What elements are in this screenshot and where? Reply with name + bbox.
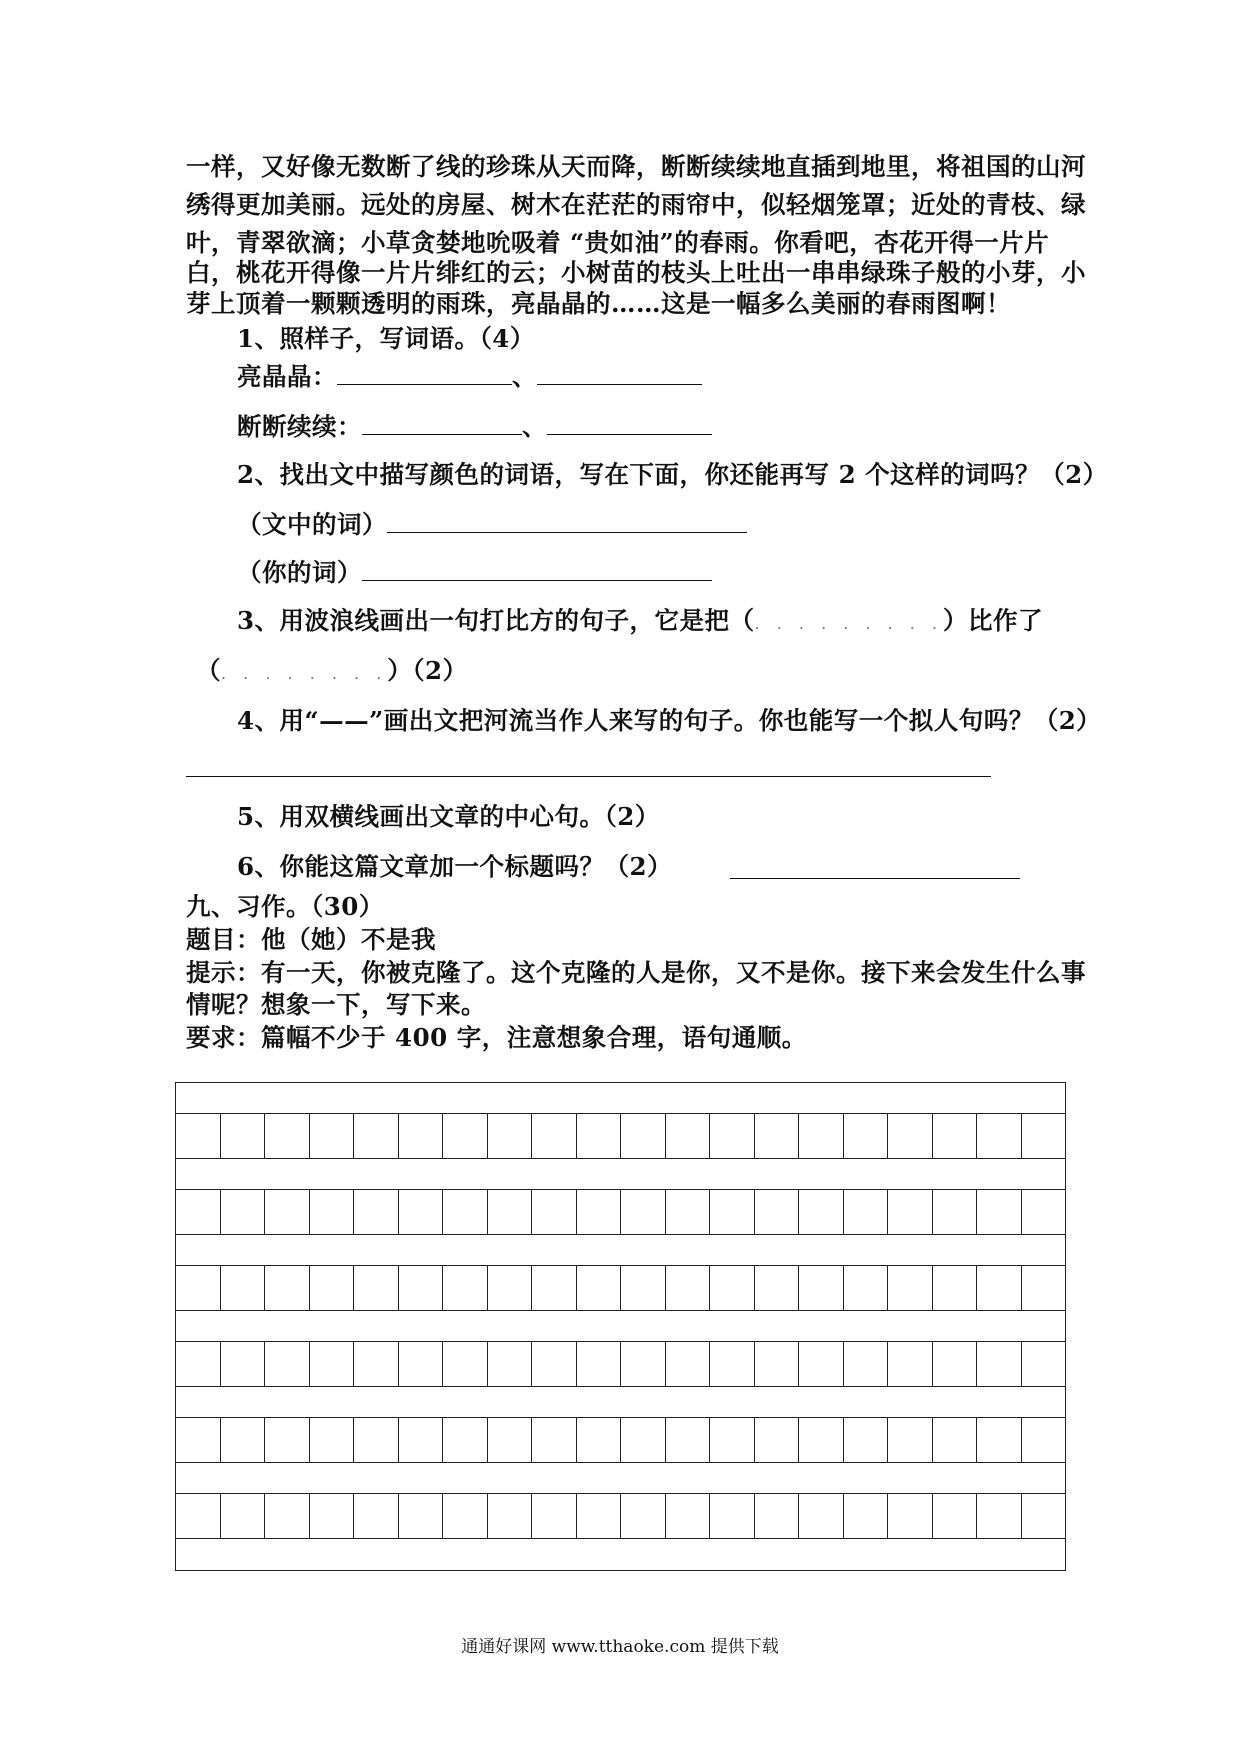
- grid-cell[interactable]: [354, 1494, 399, 1538]
- grid-cell[interactable]: [977, 1418, 1022, 1462]
- grid-cell[interactable]: [666, 1494, 711, 1538]
- question-1-row-a: 亮晶晶： 、: [237, 362, 702, 392]
- composition-heading: 九、习作。（30）: [186, 892, 384, 921]
- grid-cell[interactable]: [933, 1266, 978, 1310]
- answer-blank[interactable]: [537, 362, 702, 385]
- grid-spacer: [176, 1463, 1065, 1494]
- grid-cell[interactable]: [176, 1418, 221, 1462]
- question-1-row-b: 断断续续： 、: [237, 412, 712, 442]
- grid-cell[interactable]: [666, 1418, 711, 1462]
- grid-cell[interactable]: [888, 1190, 933, 1234]
- passage-line-3: 叶，青翠欲滴；小草贪婪地吮吸着 “贵如油”的春雨。你看吧，杏花开得一片片: [186, 228, 1050, 257]
- grid-row: [176, 1418, 1065, 1463]
- grid-cell[interactable]: [799, 1494, 844, 1538]
- grid-cell[interactable]: [176, 1266, 221, 1310]
- grid-cell[interactable]: [176, 1494, 221, 1538]
- grid-cell[interactable]: [577, 1418, 622, 1462]
- answer-blank[interactable]: [547, 412, 712, 435]
- passage-line-2: 绣得更加美丽。远处的房屋、树木在茫茫的雨帘中，似轻烟笼罩；近处的青枝、绿: [186, 190, 1086, 219]
- question-4: 4、用“——”画出文把河流当作人来写的句子。你也能写一个拟人句吗？（2）: [237, 706, 1102, 735]
- question-2-row-a: [237, 510, 747, 540]
- grid-cell[interactable]: [399, 1266, 444, 1310]
- composition-hint-line-2: 情呢？想象一下，写下来。: [186, 990, 486, 1019]
- grid-cell[interactable]: [577, 1190, 622, 1234]
- grid-cell[interactable]: [354, 1266, 399, 1310]
- question-2: 2、找出文中描写颜色的词语，写在下面，你还能再写 2 个这样的词吗？（2）: [237, 460, 1108, 489]
- passage-line-4: 白，桃花开得像一片片绯红的云；小树苗的枝头上吐出一串串绿珠子般的小芽，小: [186, 258, 1086, 287]
- grid-spacer: [176, 1159, 1065, 1190]
- grid-row: [176, 1114, 1065, 1159]
- writing-grid[interactable]: [175, 1082, 1066, 1571]
- grid-cell[interactable]: [933, 1114, 978, 1158]
- grid-cell[interactable]: [888, 1114, 933, 1158]
- grid-cell[interactable]: [399, 1342, 444, 1386]
- grid-cell[interactable]: [488, 1190, 533, 1234]
- grid-cell[interactable]: [933, 1494, 978, 1538]
- grid-cell[interactable]: [532, 1190, 577, 1234]
- grid-cell[interactable]: [310, 1114, 355, 1158]
- grid-cell[interactable]: [755, 1494, 800, 1538]
- grid-cell[interactable]: [755, 1266, 800, 1310]
- grid-row: [176, 1494, 1065, 1539]
- grid-cell[interactable]: [844, 1266, 889, 1310]
- passage-line-5: 芽上顶着一颗颗透明的雨珠，亮晶晶的……这是一幅多么美丽的春雨图啊！: [186, 289, 1011, 318]
- grid-cell[interactable]: [621, 1190, 666, 1234]
- grid-cell[interactable]: [488, 1342, 533, 1386]
- grid-cell[interactable]: [176, 1190, 221, 1234]
- grid-cell[interactable]: [799, 1190, 844, 1234]
- grid-spacer: [176, 1235, 1065, 1266]
- grid-cell[interactable]: [710, 1494, 755, 1538]
- grid-cell[interactable]: [399, 1190, 444, 1234]
- grid-cell[interactable]: [977, 1342, 1022, 1386]
- answer-blank[interactable]: [337, 362, 512, 385]
- grid-cell[interactable]: [399, 1418, 444, 1462]
- grid-cell[interactable]: [354, 1342, 399, 1386]
- grid-cell[interactable]: [176, 1114, 221, 1158]
- grid-cell[interactable]: [666, 1114, 711, 1158]
- answer-line[interactable]: [186, 776, 991, 777]
- grid-cell[interactable]: [666, 1342, 711, 1386]
- question-3: 3、用波浪线画出一句打比方的句子，它是把（. . . . . . . . .）比作了: [237, 606, 1044, 635]
- grid-cell[interactable]: [1022, 1494, 1066, 1538]
- grid-cell[interactable]: [443, 1494, 488, 1538]
- grid-cell[interactable]: [1022, 1190, 1066, 1234]
- grid-cell[interactable]: [977, 1190, 1022, 1234]
- grid-cell[interactable]: [621, 1494, 666, 1538]
- grid-cell[interactable]: [799, 1342, 844, 1386]
- grid-cell[interactable]: [443, 1190, 488, 1234]
- grid-cell[interactable]: [265, 1190, 310, 1234]
- grid-cell[interactable]: [488, 1494, 533, 1538]
- grid-cell[interactable]: [265, 1342, 310, 1386]
- grid-cell[interactable]: [666, 1266, 711, 1310]
- grid-row: [176, 1266, 1065, 1311]
- grid-cell[interactable]: [532, 1494, 577, 1538]
- grid-cell[interactable]: [310, 1418, 355, 1462]
- grid-cell[interactable]: [621, 1266, 666, 1310]
- footer-source: 通通好课网 www.tthaoke.com 提供下载: [461, 1637, 779, 1657]
- grid-cell[interactable]: [755, 1342, 800, 1386]
- grid-cell[interactable]: [265, 1494, 310, 1538]
- grid-cell[interactable]: [310, 1266, 355, 1310]
- answer-blank[interactable]: [362, 558, 712, 581]
- grid-cell[interactable]: [888, 1342, 933, 1386]
- grid-cell[interactable]: [710, 1190, 755, 1234]
- grid-cell[interactable]: [265, 1418, 310, 1462]
- grid-cell[interactable]: [1022, 1342, 1066, 1386]
- grid-cell[interactable]: [710, 1114, 755, 1158]
- question-6: 6、你能这篇文章加一个标题吗？（2）: [237, 852, 673, 881]
- grid-cell[interactable]: [221, 1266, 266, 1310]
- grid-cell[interactable]: [710, 1418, 755, 1462]
- grid-cell[interactable]: [443, 1266, 488, 1310]
- grid-cell[interactable]: [888, 1418, 933, 1462]
- grid-cell[interactable]: [399, 1114, 444, 1158]
- grid-cell[interactable]: [710, 1342, 755, 1386]
- grid-cell[interactable]: [221, 1494, 266, 1538]
- grid-row: [176, 1190, 1065, 1235]
- grid-cell[interactable]: [799, 1266, 844, 1310]
- grid-cell[interactable]: [621, 1418, 666, 1462]
- grid-cell[interactable]: [844, 1418, 889, 1462]
- grid-cell[interactable]: [977, 1266, 1022, 1310]
- grid-cell[interactable]: [265, 1266, 310, 1310]
- grid-cell[interactable]: [844, 1342, 889, 1386]
- grid-cell[interactable]: [844, 1190, 889, 1234]
- grid-cell[interactable]: [977, 1494, 1022, 1538]
- grid-cell[interactable]: [532, 1342, 577, 1386]
- grid-cell[interactable]: [221, 1418, 266, 1462]
- grid-cell[interactable]: [1022, 1418, 1066, 1462]
- grid-cell[interactable]: [666, 1190, 711, 1234]
- grid-cell[interactable]: [1022, 1114, 1066, 1158]
- grid-spacer: [176, 1539, 1065, 1570]
- answer-blank[interactable]: [362, 412, 522, 435]
- question-2-label-a: （文中的词）: [237, 510, 387, 539]
- grid-cell[interactable]: [176, 1342, 221, 1386]
- question-5: 5、用双横线画出文章的中心句。（2）: [237, 802, 660, 831]
- grid-cell[interactable]: [1022, 1266, 1066, 1310]
- grid-cell[interactable]: [577, 1342, 622, 1386]
- question-2-label-b: （你的词）: [237, 558, 362, 587]
- grid-cell[interactable]: [888, 1266, 933, 1310]
- grid-cell[interactable]: [354, 1114, 399, 1158]
- grid-cell[interactable]: [755, 1190, 800, 1234]
- grid-cell[interactable]: [488, 1418, 533, 1462]
- grid-cell[interactable]: [755, 1418, 800, 1462]
- grid-cell[interactable]: [577, 1266, 622, 1310]
- grid-cell[interactable]: [488, 1266, 533, 1310]
- grid-cell[interactable]: [443, 1342, 488, 1386]
- grid-cell[interactable]: [577, 1114, 622, 1158]
- question-1: 1、照样子，写词语。（4）: [237, 324, 535, 353]
- grid-cell[interactable]: [799, 1418, 844, 1462]
- grid-cell[interactable]: [532, 1266, 577, 1310]
- answer-blank[interactable]: [387, 510, 747, 533]
- question-1-label-b: 断断续续：: [237, 412, 362, 441]
- grid-cell[interactable]: [399, 1494, 444, 1538]
- grid-cell[interactable]: [888, 1494, 933, 1538]
- grid-cell[interactable]: [621, 1114, 666, 1158]
- grid-cell[interactable]: [354, 1418, 399, 1462]
- composition-title: 题目：他（她）不是我: [186, 925, 436, 954]
- grid-spacer: [176, 1311, 1065, 1342]
- composition-requirement: 要求：篇幅不少于 400 字，注意想象合理，语句通顺。: [186, 1023, 807, 1052]
- grid-cell[interactable]: [621, 1342, 666, 1386]
- grid-spacer: [176, 1083, 1065, 1114]
- composition-hint-line-1: 提示：有一天，你被克隆了。这个克隆的人是你，又不是你。接下来会发生什么事: [186, 958, 1086, 987]
- grid-cell[interactable]: [710, 1266, 755, 1310]
- grid-cell[interactable]: [310, 1342, 355, 1386]
- grid-cell[interactable]: [354, 1190, 399, 1234]
- grid-cell[interactable]: [755, 1114, 800, 1158]
- grid-cell[interactable]: [221, 1190, 266, 1234]
- grid-cell[interactable]: [933, 1342, 978, 1386]
- grid-cell[interactable]: [488, 1114, 533, 1158]
- grid-cell[interactable]: [310, 1494, 355, 1538]
- grid-cell[interactable]: [844, 1494, 889, 1538]
- question-3-continued: （. . . . . . . .）（2）: [196, 656, 468, 685]
- grid-cell[interactable]: [933, 1418, 978, 1462]
- grid-cell[interactable]: [933, 1190, 978, 1234]
- answer-blank[interactable]: [730, 878, 1020, 879]
- grid-spacer: [176, 1387, 1065, 1418]
- grid-cell[interactable]: [532, 1114, 577, 1158]
- question-1-label-a: 亮晶晶：: [237, 362, 337, 391]
- grid-cell[interactable]: [443, 1418, 488, 1462]
- question-2-row-b: [237, 558, 712, 588]
- grid-row: [176, 1342, 1065, 1387]
- grid-cell[interactable]: [844, 1114, 889, 1158]
- grid-cell[interactable]: [221, 1342, 266, 1386]
- passage-line-1: 一样，又好像无数断了线的珍珠从天而降，断断续续地直插到地里，将祖国的山河: [186, 152, 1086, 181]
- grid-cell[interactable]: [221, 1114, 266, 1158]
- grid-cell[interactable]: [310, 1190, 355, 1234]
- grid-cell[interactable]: [577, 1494, 622, 1538]
- grid-cell[interactable]: [443, 1114, 488, 1158]
- grid-cell[interactable]: [977, 1114, 1022, 1158]
- grid-cell[interactable]: [265, 1114, 310, 1158]
- grid-cell[interactable]: [532, 1418, 577, 1462]
- grid-cell[interactable]: [799, 1114, 844, 1158]
